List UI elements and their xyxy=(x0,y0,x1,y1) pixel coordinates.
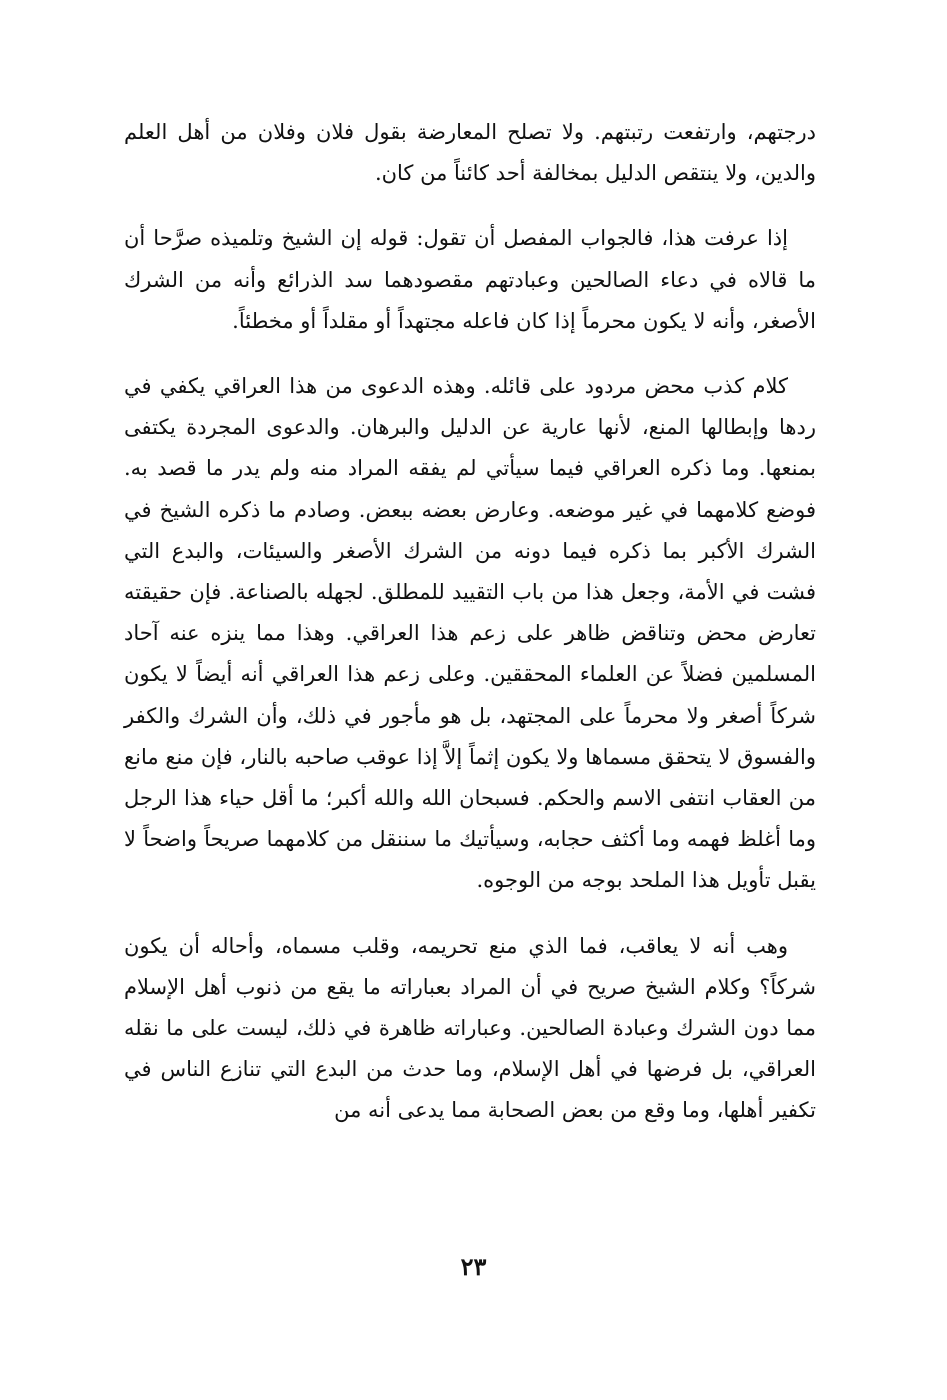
paragraph-continuation: درجتهم، وارتفعت رتبتهم. ولا تصلح المعارضة بقول فلان وفلان من أهل العلم والدين، ولا ينتقص الدليل بمخالفة أحد كائناً من كان. xyxy=(124,120,816,186)
paragraph-answer-intro: إذا عرفت هذا، فالجواب المفصل أن تقول: قوله إن الشيخ وتلميذه صرَّحا أن ما قالاه في دعاء الصالحين وعبادتهم مقصودهما سد الذرائع وأنه من الشرك الأصغر، وأنه لا يكون محرماً إذا كان فاعله مجتهداً أو مقلداً أو مخطئاً. xyxy=(124,226,816,333)
paragraph-refutation: كلام كذب محض مردود على قائله. وهذه الدعوى من هذا العراقي يكفي في ردها وإبطالها المنع، لأنها عارية عن الدليل والبرهان. والدعوى المجردة يكتفى بمنعها. وما ذكره العراقي فيما سيأتي لم يفقه المراد منه ولم يدر ما قصد به. فوضع كلامهما في غير موضعه. وعارض بعضه ببعض. وصادم ما ذكره الشيخ في الشرك الأكبر بما ذكره فيما دونه من الشرك الأصغر والسيئات، والبدع التي فشت في الأمة، وجعل هذا من باب التقييد للمطلق. لجهله بالصناعة. فإن حقيقته تعارض محض وتناقض ظاهر على زعم هذا العراقي. وهذا مما ينزه عنه آحاد المسلمين فضلاً عن العلماء المحققين. وعلى زعم هذا العراقي أنه أيضاً لا يكون شركاً أصغر ولا محرماً على المجتهد، بل هو مأجور في ذلك، وأن الشرك والكفر والفسوق لا يتحقق مسماها ولا يكون إثماً إلاَّ إذا عوقب صاحبه بالنار، فإن منع مانع من العقاب انتفى الاسم والحكم. فسبحان الله والله أكبر؛ ما أقل حياء هذا الرجل وما أغلظ فهمه وما أكثف حجابه، وسيأتيك ما سننقل من كلامهما صريحاً واضحاً لا يقبل تأويل هذا الملحد بوجه من الوجوه. xyxy=(124,374,816,893)
page-body xyxy=(124,112,816,1132)
page-number: ٢٣ xyxy=(460,1252,487,1281)
paragraph-supposition: وهب أنه لا يعاقب، فما الذي منع تحريمه، وقلب مسماه، وأحاله أن يكون شركاً؟ وكلام الشيخ صريح في أن المراد بعباراته ما يقع من ذنوب أهل الإسلام مما دون الشرك وعبادة الصالحين. وعباراته ظاهرة في ذلك، ليست على ما نقله العراقي، بل فرضها في أهل الإسلام، وما حدث من البدع التي تنازع الناس في تكفير أهلها، وما وقع من بعض الصحابة مما يدعى أنه من xyxy=(124,933,816,1123)
